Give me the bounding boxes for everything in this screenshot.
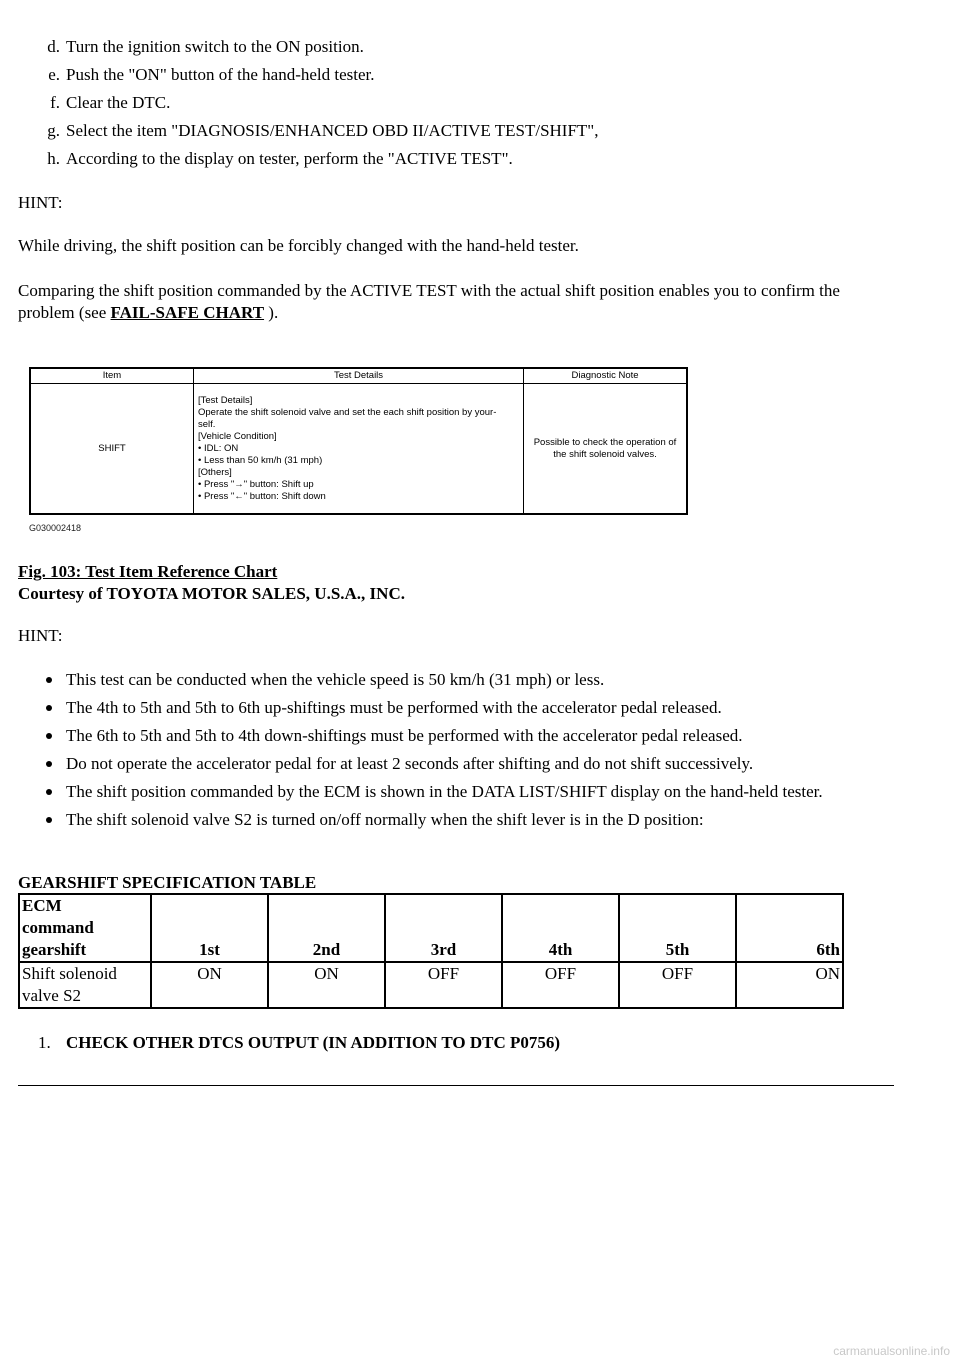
bullet-icon <box>46 817 52 823</box>
figure-details-cell: [Test Details] Operate the shift solenoid valve and set the each shift position by your- self. [Vehicle Condition] • IDL: ON • Less than 50 km/h (31 mph) [Others] • Press "→" button: Shift up • Press "←" button: Shift down <box>194 384 524 514</box>
step-h: h. According to the display on tester, perform the "ACTIVE TEST". <box>47 149 513 168</box>
step-f: f. Clear the DTC. <box>50 93 171 112</box>
figure-header-note: Diagnostic Note <box>524 369 687 384</box>
figure-note-cell: Possible to check the operation of the shift solenoid valves. <box>524 384 687 514</box>
gear-header-1st: 1st <box>151 894 268 962</box>
step-e: e. Push the "ON" button of the hand-held tester. <box>48 65 375 84</box>
gear-header-label: ECM command gearshift <box>19 894 151 962</box>
check-step-1: 1. CHECK OTHER DTCS OUTPUT (IN ADDITION TO DTC P0756) <box>38 1033 561 1052</box>
hint-label: HINT: <box>18 193 63 212</box>
step-g: g. Select the item "DIAGNOSIS/ENHANCED OBD II/ACTIVE TEST/SHIFT", <box>47 121 599 140</box>
list-item: This test can be conducted when the vehicle speed is 50 km/h (31 mph) or less. <box>18 669 898 691</box>
test-item-reference-figure <box>29 367 688 515</box>
list-item: The 4th to 5th and 5th to 6th up-shiftings must be performed with the accelerator pedal released. <box>18 697 898 719</box>
bullet-icon <box>46 789 52 795</box>
step-d: d. Turn the ignition switch to the ON position. <box>47 37 364 56</box>
gear-header-4th: 4th <box>502 894 619 962</box>
figure-courtesy: Courtesy of TOYOTA MOTOR SALES, U.S.A., INC. <box>18 584 405 603</box>
gear-header-6th: 6th <box>736 894 843 962</box>
watermark: carmanualsonline.info <box>833 1344 950 1358</box>
figure-item-cell: SHIFT <box>31 384 194 514</box>
bullet-icon <box>46 733 52 739</box>
list-item: Do not operate the accelerator pedal for at least 2 seconds after shifting and do not shift successively. <box>18 753 898 775</box>
divider <box>18 1085 894 1086</box>
gear-header-5th: 5th <box>619 894 736 962</box>
list-item: The shift position commanded by the ECM is shown in the DATA LIST/SHIFT display on the hand-held tester. <box>18 781 898 803</box>
gearshift-table-title: GEARSHIFT SPECIFICATION TABLE <box>18 873 317 892</box>
gear-value-3rd: OFF <box>385 962 502 1008</box>
hint-label-2: HINT: <box>18 626 63 645</box>
gear-value-6th: ON <box>736 962 843 1008</box>
paragraph-comparing: Comparing the shift position commanded by the ACTIVE TEST with the actual shift position enables you to confirm the problem (see FAIL-SAFE CHART ). <box>18 281 840 322</box>
gear-header-3rd: 3rd <box>385 894 502 962</box>
figure-id: G030002418 <box>29 523 82 533</box>
gear-value-4th: OFF <box>502 962 619 1008</box>
gear-header-2nd: 2nd <box>268 894 385 962</box>
list-item: The shift solenoid valve S2 is turned on/off normally when the shift lever is in the D position: <box>18 809 898 831</box>
gear-row-label: Shift solenoid valve S2 <box>19 962 151 1008</box>
hint-list <box>18 669 898 837</box>
bullet-icon <box>46 705 52 711</box>
fail-safe-chart-link[interactable]: FAIL-SAFE CHART <box>110 303 265 322</box>
figure-header-details: Test Details <box>194 369 524 384</box>
gear-value-1st: ON <box>151 962 268 1008</box>
gearshift-specification-table <box>18 893 844 1009</box>
figure-caption: Fig. 103: Test Item Reference Chart <box>18 562 278 581</box>
gear-value-5th: OFF <box>619 962 736 1008</box>
figure-table <box>30 368 687 514</box>
bullet-icon <box>46 677 52 683</box>
table-row <box>19 962 843 1008</box>
bullet-icon <box>46 761 52 767</box>
list-item: The 6th to 5th and 5th to 4th down-shiftings must be performed with the accelerator pedal released. <box>18 725 898 747</box>
paragraph-driving: While driving, the shift position can be forcibly changed with the hand-held tester. <box>18 236 579 255</box>
figure-header-item: Item <box>31 369 194 384</box>
table-row <box>19 894 843 962</box>
gear-value-2nd: ON <box>268 962 385 1008</box>
